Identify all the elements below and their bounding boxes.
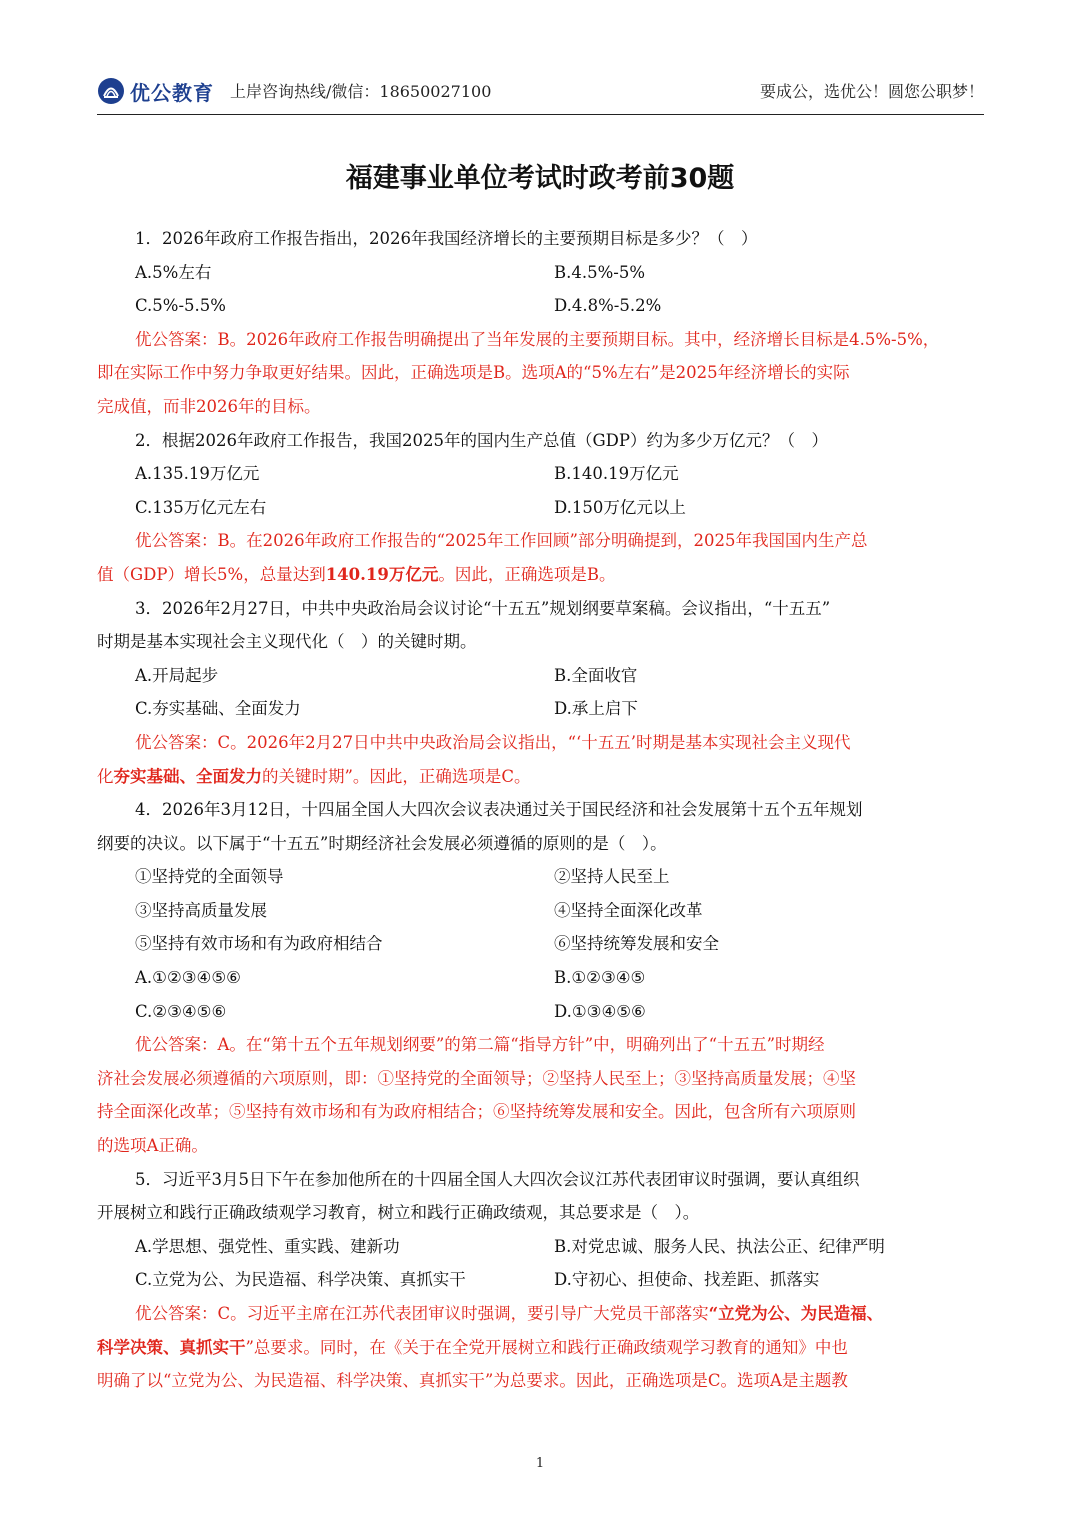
answer-line bbox=[97, 1364, 985, 1398]
answer-emphasis: 科学决策、真抓实干 bbox=[97, 1337, 246, 1357]
option-item: A.开局起步 bbox=[135, 665, 219, 685]
answer-text: 的关键时期”。因此，正确选项是C。 bbox=[262, 766, 531, 786]
answer-line bbox=[97, 558, 985, 592]
question-block bbox=[97, 592, 985, 794]
answer-text: 优公答案：B。在2026年政府工作报告的“2025年工作回顾”部分明确提到，2025年我国国内生产总 bbox=[135, 531, 868, 551]
answer-text: ”总要求。同时，在《关于在全党开展树立和践行正确政绩观学习教育的通知》中也 bbox=[245, 1337, 848, 1357]
answer-emphasis: 140.19万亿元 bbox=[325, 564, 439, 584]
option-item: A.5%左右 bbox=[135, 262, 212, 282]
option-row bbox=[97, 860, 985, 894]
question-block bbox=[97, 793, 985, 1163]
option-item: C.②③④⑤⑥ bbox=[135, 1001, 227, 1021]
answer-text: 完成值，而非2026年的目标。 bbox=[97, 396, 321, 416]
answer-text: 优公答案：C。2026年2月27日中共中央政治局会议指出，“‘十五五’时期是基本实现社会主义现代 bbox=[135, 732, 851, 752]
answer-line bbox=[97, 1062, 985, 1096]
question-list bbox=[97, 222, 985, 1398]
question-stem: 时期是基本实现社会主义现代化（ ）的关键时期。 bbox=[97, 632, 477, 652]
option-item: ⑤坚持有效市场和有为政府相结合 bbox=[135, 934, 383, 954]
answer-emphasis: “立党为公、为民造福、 bbox=[708, 1304, 884, 1323]
answer-line bbox=[97, 1028, 985, 1062]
option-item: B.全面收官 bbox=[554, 665, 638, 685]
answer-line bbox=[97, 524, 985, 558]
option-item: ②坚持人民至上 bbox=[554, 867, 670, 887]
answer-text: 的选项A正确。 bbox=[97, 1136, 208, 1156]
answer-text: 即在实际工作中努力争取更好结果。因此，正确选项是B。选项A的“5%左右”是2025年经济增长的实际 bbox=[97, 363, 850, 383]
question-stem: 5．习近平3月5日下午在参加他所在的十四届全国人大四次会议江苏代表团审议时强调，要认真组织 bbox=[135, 1169, 860, 1189]
answer-text: 。因此，正确选项是B。 bbox=[438, 564, 616, 584]
question-stem: 2．根据2026年政府工作报告，我国2025年的国内生产总值（GDP）约为多少万亿元？（ ） bbox=[135, 430, 828, 450]
question-block bbox=[97, 424, 985, 592]
hotline-text: 上岸咨询热线/微信：18650027100 bbox=[230, 82, 492, 101]
option-item: C.立党为公、为民造福、科学决策、真抓实干 bbox=[135, 1270, 466, 1290]
answer-line bbox=[97, 1331, 985, 1365]
option-item: C.135万亿元左右 bbox=[135, 497, 267, 517]
answer-text: 济社会发展必须遵循的六项原则，即：①坚持党的全面领导；②坚持人民至上；③坚持高质量发展；④坚 bbox=[97, 1068, 856, 1088]
page-title: 福建事业单位考试时政考前30题 bbox=[345, 163, 735, 194]
answer-line bbox=[97, 1297, 985, 1331]
option-item: D.承上启下 bbox=[554, 699, 638, 719]
answer-text: 值（GDP）增长5%，总量达到 bbox=[97, 564, 326, 584]
question-stem: 纲要的决议。以下属于“十五五”时期经济社会发展必须遵循的原则的是（ ）。 bbox=[97, 833, 667, 853]
option-row bbox=[97, 659, 985, 693]
answer-text: 优公答案：C。习近平主席在江苏代表团审议时强调，要引导广大党员干部落实 bbox=[135, 1304, 709, 1323]
option-row bbox=[97, 289, 985, 323]
option-row bbox=[97, 894, 985, 928]
answer-emphasis: 夯实基础、全面发力 bbox=[113, 766, 262, 786]
page-number: 1 bbox=[535, 1456, 545, 1471]
answer-line bbox=[97, 1095, 985, 1129]
answer-text: 持全面深化改革；⑤坚持有效市场和有为政府相结合；⑥坚持统筹发展和安全。因此，包含所有六项原则 bbox=[97, 1102, 856, 1122]
header-divider bbox=[97, 114, 984, 115]
answer-text: 明确了以“立党为公、为民造福、科学决策、真抓实干”为总要求。因此，正确选项是C。选项A是主题教 bbox=[97, 1371, 848, 1391]
answer-line bbox=[97, 1129, 985, 1163]
option-row bbox=[97, 491, 985, 525]
option-item: D.①③④⑤⑥ bbox=[554, 1001, 646, 1021]
answer-line bbox=[97, 726, 985, 760]
answer-text: 优公答案：A。在“第十五个五年规划纲要”的第二篇“指导方针”中，明确列出了“十五五”时期经 bbox=[135, 1035, 825, 1055]
question-block bbox=[97, 1163, 985, 1398]
question-stem: 开展树立和践行正确政绩观学习教育，树立和践行正确政绩观，其总要求是（ ）。 bbox=[97, 1203, 700, 1223]
option-item: B.140.19万亿元 bbox=[554, 464, 679, 484]
option-item: D.4.8%-5.2% bbox=[554, 296, 662, 316]
option-item: B.①②③④⑤ bbox=[554, 968, 646, 988]
answer-text: 化 bbox=[97, 766, 114, 786]
option-row bbox=[97, 927, 985, 961]
question-stem: 4．2026年3月12日，十四届全国人大四次会议表决通过关于国民经济和社会发展第十五个五年规划 bbox=[135, 800, 863, 820]
brand-logo bbox=[97, 76, 214, 106]
option-item: D.守初心、担使命、找差距、抓落实 bbox=[554, 1270, 820, 1290]
logo-emblem-icon bbox=[97, 77, 125, 105]
option-row bbox=[97, 1230, 985, 1264]
option-row bbox=[97, 995, 985, 1029]
page-header bbox=[97, 76, 984, 106]
option-item: A.①②③④⑤⑥ bbox=[135, 968, 241, 988]
slogan-text: 要成公，选优公！圆您公职梦！ bbox=[759, 82, 984, 101]
option-item: ①坚持党的全面领导 bbox=[135, 867, 284, 887]
option-item: ④坚持全面深化改革 bbox=[554, 900, 703, 920]
option-item: ⑥坚持统筹发展和安全 bbox=[554, 934, 719, 954]
option-row bbox=[97, 961, 985, 995]
question-stem: 3．2026年2月27日，中共中央政治局会议讨论“十五五”规划纲要草案稿。会议指出，“十五五” bbox=[135, 598, 831, 618]
option-row bbox=[97, 692, 985, 726]
answer-text: 优公答案：B。2026年政府工作报告明确提出了当年发展的主要预期目标。其中，经济增长目标是4.5%-5%， bbox=[135, 329, 940, 349]
option-item: D.150万亿元以上 bbox=[554, 497, 686, 517]
option-item: B.4.5%-5% bbox=[554, 262, 646, 282]
answer-line bbox=[97, 356, 985, 390]
option-item: B.对党忠诚、服务人民、执法公正、纪律严明 bbox=[554, 1236, 885, 1256]
question-stem: 1．2026年政府工作报告指出，2026年我国经济增长的主要预期目标是多少？（ ） bbox=[135, 229, 758, 248]
answer-line bbox=[97, 390, 985, 424]
option-row bbox=[97, 1263, 985, 1297]
option-item: A.135.19万亿元 bbox=[135, 464, 260, 484]
option-item: ③坚持高质量发展 bbox=[135, 900, 267, 920]
option-item: C.夯实基础、全面发力 bbox=[135, 699, 301, 719]
answer-line bbox=[97, 323, 985, 357]
logo-text: 优公教育 bbox=[130, 80, 214, 105]
option-item: A.学思想、强党性、重实践、建新功 bbox=[135, 1236, 400, 1256]
option-row bbox=[97, 256, 985, 290]
question-block bbox=[97, 222, 985, 424]
option-row bbox=[97, 457, 985, 491]
answer-line bbox=[97, 760, 985, 794]
option-item: C.5%-5.5% bbox=[135, 296, 226, 316]
